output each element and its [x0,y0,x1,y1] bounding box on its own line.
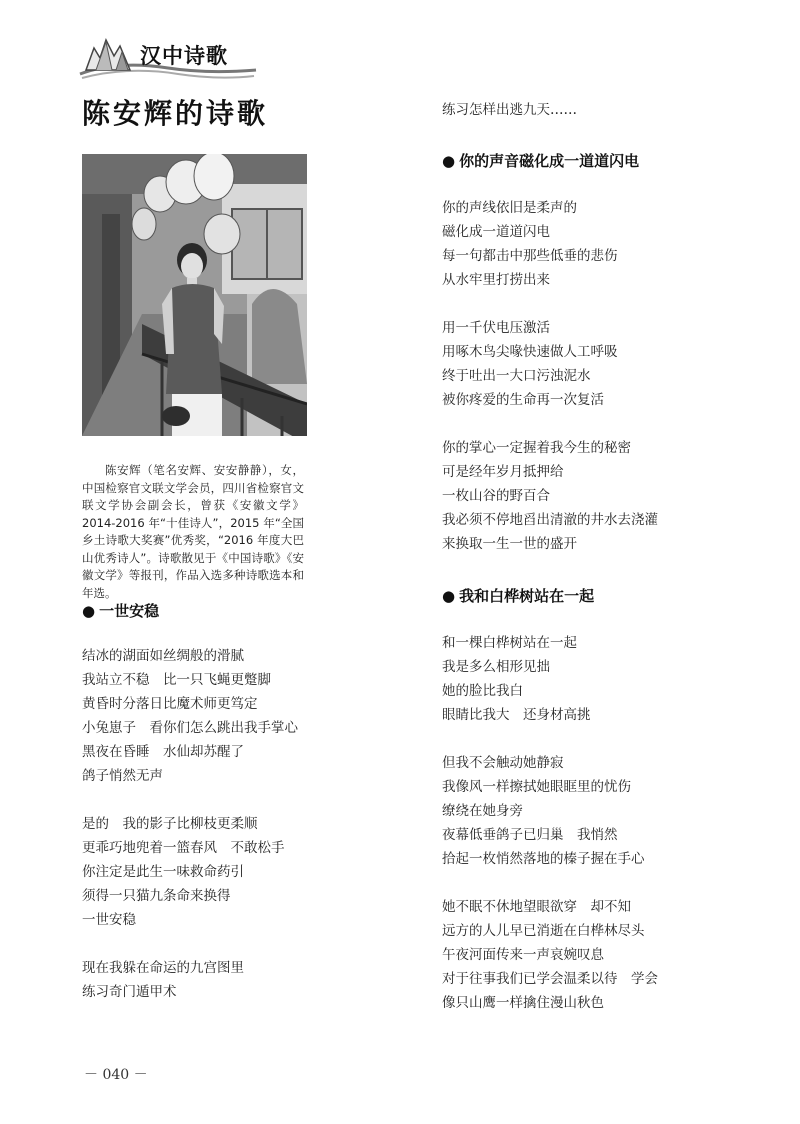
page-number: － 040 － [84,1067,148,1083]
poem-title-2: ● 你的声音磁化成一道道闪电 [442,152,640,170]
poem-line: 鸽子悄然无声 [82,768,163,784]
poem-line: 你的声线依旧是柔声的 [442,200,577,216]
poem-line: 用一千伏电压激活 [442,320,550,336]
poem-line: 我是多么相形见拙 [442,659,550,675]
poem-2-body [442,196,658,556]
poem-1-continued [442,98,577,122]
poem-line: 和一棵白桦树站在一起 [442,635,577,651]
poem-line: 缭绕在她身旁 [442,803,523,819]
poem-line: 她的脸比我白 [442,683,523,699]
poem-line: 须得一只猫九条命来换得 [82,888,231,904]
bullet-icon: ● [442,152,456,170]
poem-line: 午夜河面传来一声哀婉叹息 [442,947,604,963]
poem-line: 她不眠不休地望眼欲穿 却不知 [442,899,631,915]
poem-line: 远方的人儿早已消逝在白桦林尽头 [442,923,645,939]
poem-line: 一世安稳 [82,912,136,928]
poem-line: 练习怎样出逃九天…… [442,102,577,118]
poem-line: 来换取一生一世的盛开 [442,536,577,552]
poem-1-body [82,644,298,1004]
poem-line: 小兔崽子 看你们怎么跳出我手掌心 [82,720,298,736]
bullet-icon: ● [82,602,96,620]
poem-line: 可是经年岁月抵押给 [442,464,564,480]
poem-3-body [442,631,658,1015]
poem-line: 黄昏时分落日比魔术师更笃定 [82,696,258,712]
poem-line: 每一句都击中那些低垂的悲伤 [442,248,618,264]
poem-line: 从水牢里打捞出来 [442,272,550,288]
poem-line: 拾起一枚悄然落地的榛子握在手心 [442,851,645,867]
author-bio: 陈安辉（笔名安辉、安安静静），女，中国检察官文联文学会员，四川省检察官文联文学协会副会长，曾获《安徽文学》2014-2016 年“十佳诗人”，2015 年“全国乡土诗歌大奖赛”优秀奖，“2016 年度大巴山优秀诗人”。诗歌散见于《中国诗歌》《安徽文学》等报刊，作品入选多种诗歌选本和年选。 [82,463,304,600]
poem-line: 一枚山谷的野百合 [442,488,550,504]
poem-line: 终于吐出一大口污浊泥水 [442,368,591,384]
poem-line: 用啄木鸟尖喙快速做人工呼吸 [442,344,618,360]
poem-line: 你注定是此生一味救命药引 [82,864,244,880]
poem-line: 被你疼爱的生命再一次复活 [442,392,604,408]
poem-line: 黑夜在昏睡 水仙却苏醒了 [82,744,244,760]
poem-line: 结冰的湖面如丝绸般的滑腻 [82,648,244,664]
page-title: 陈安辉的诗歌 [82,97,269,130]
poem-line: 你的掌心一定握着我今生的秘密 [442,440,631,456]
section-header [78,30,258,82]
poem-line: 对于往事我们已学会温柔以待 学会 [442,971,658,987]
poem-line: 我像风一样擦拭她眼眶里的忧伤 [442,779,631,795]
poem-line: 练习奇门遁甲术 [82,984,177,1000]
poem-line: 我必须不停地舀出清澈的井水去浇灌 [442,512,658,528]
poem-title-3: ● 我和白桦树站在一起 [442,587,595,605]
poem-line: 但我不会触动她静寂 [442,755,564,771]
author-photo [82,154,307,436]
poem-line: 我站立不稳 比一只飞蝇更蹩脚 [82,672,271,688]
poem-title-1: ● 一世安稳 [82,602,160,620]
section-label: 汉中诗歌 [140,44,228,68]
poem-line: 眼睛比我大 还身材高挑 [442,707,591,723]
poem-line: 是的 我的影子比柳枝更柔顺 [82,816,258,832]
poem-line: 夜幕低垂鸽子已归巢 我悄然 [442,827,618,843]
bullet-icon: ● [442,587,456,605]
poem-line: 像只山鹰一样擒住漫山秋色 [442,995,604,1011]
poem-line: 现在我躲在命运的九宫图里 [82,960,244,976]
poem-line: 更乖巧地兜着一篮春风 不敢松手 [82,840,285,856]
poem-line: 磁化成一道道闪电 [442,224,550,240]
